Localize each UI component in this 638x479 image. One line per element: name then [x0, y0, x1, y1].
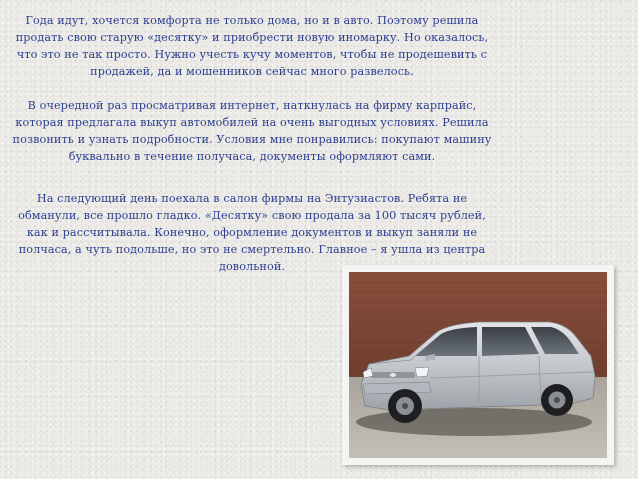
car-photo: [349, 272, 607, 458]
paragraph-1: Года идут, хочется комфорта не только дома, но и в авто. Поэтому решила продать свою старую «десятку» и приобрести новую иномарку. Но оказалось, что это не так просто. Нужно учесть кучу моментов, чтобы не продешевить с продажей, да и мошенников сейчас много развелось.: [15, 14, 489, 78]
paragraph-3: На следующий день поехала в салон фирмы на Энтузиастов. Ребята не обманули, все прошло гладко. «Десятку» свою продала за 100 тысяч рублей, как и рассчитывала. Конечно, оформление документов и выкуп заняли не полчаса, а чуть подольше, но это не смертельно. Главное – я ушла из центра довольной.: [18, 192, 486, 273]
paragraph-2: В очередной раз просматривая интернет, наткнулась на фирму карпрайс, которая предлагала выкуп автомобилей на очень выгодных условиях. Решила позвонить и узнать подробности. Условия мне понравились: покупают машину буквально в течение получаса, документы оформляют сами.: [12, 99, 492, 163]
car-photo-frame: [342, 265, 614, 465]
